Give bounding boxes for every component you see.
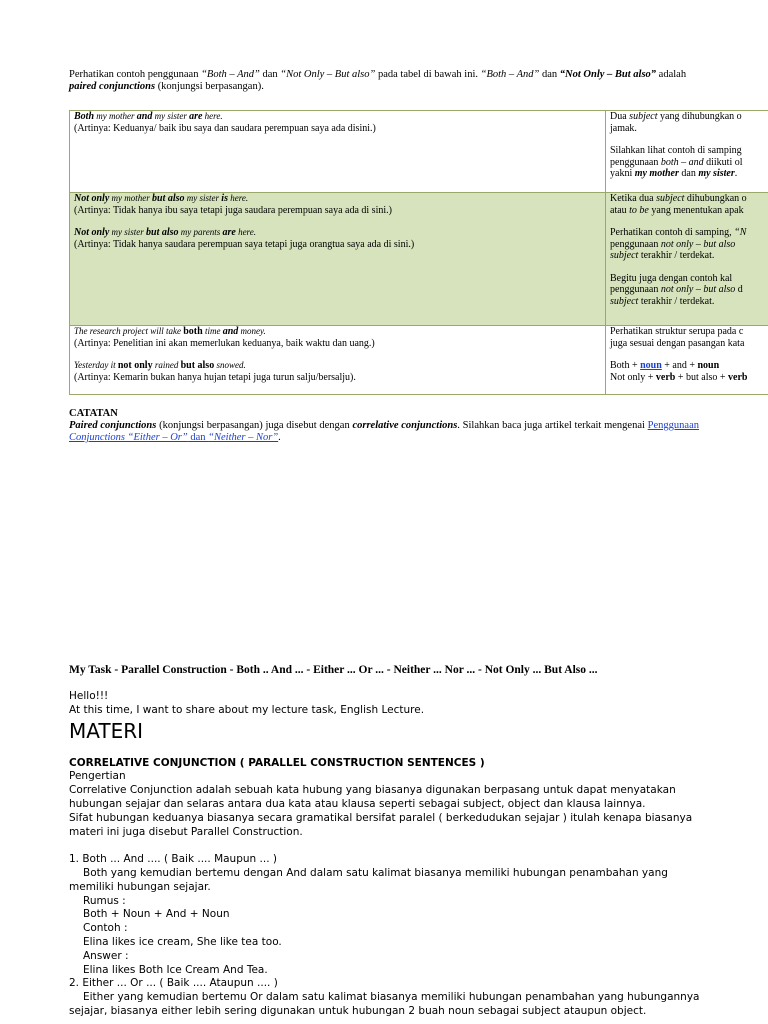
translation: (Artinya: Tidak hanya saudara perempuan saya tetapi juga orangtua saya ada di sini.): [74, 238, 415, 250]
list-item-text: Either yang kemudian bertemu Or dalam satu kalimat biasanya memiliki hubungan penambahan yang hubungannya: [83, 991, 700, 1004]
pengertian-label: Pengertian: [69, 770, 126, 783]
translation: (Artinya: Kemarin bukan hanya hujan tetapi juga turun salju/bersalju).: [74, 371, 356, 383]
table-row: [70, 326, 768, 395]
example-table: [69, 110, 768, 395]
formula-both-and: Both + noun + and + noun: [610, 360, 720, 371]
intro-paragraph: Perhatikan contoh penggunaan “Both – And” dan “Not Only – But also” pada tabel di bawah ini. “Both – And” dan “Not Only – But also” adalah paired conjunctions (konjungsi berpasangan).: [69, 69, 687, 92]
definition-line: materi ini juga disebut Parallel Construction.: [69, 825, 303, 838]
noun-link[interactable]: noun: [640, 360, 662, 371]
materi-heading: MATERI: [69, 718, 144, 743]
related-article-link[interactable]: Penggunaan Conjunctions “Either – Or” dan “Neither – Nor”: [69, 420, 699, 443]
catatan-note: [69, 408, 699, 444]
list-item-text: sejajar, biasanya either lebih sering digunakan untuk hubungan 2 buah noun sebagai subject ataupun object.: [69, 1004, 647, 1017]
section-heading: CORRELATIVE CONJUNCTION ( PARALLEL CONSTRUCTION SENTENCES ): [69, 756, 485, 769]
blog-post: [69, 690, 759, 1019]
example-sentence: Not only my mother but also my sister is here.: [74, 193, 249, 204]
formula-not-only: Not only + verb + but also + verb: [610, 371, 748, 383]
answer-label: Answer :: [83, 949, 129, 962]
list-item-text: memiliki hubungan sejajar.: [69, 880, 211, 893]
example-cell: [70, 111, 606, 193]
list-item: 2. Either ... Or ... ( Baik .... Ataupun .... ): [69, 977, 278, 990]
task-title: My Task - Parallel Construction - Both .. And ... - Either ... Or ... - Neither ... Nor ... - Not Only ... But Also ...: [69, 664, 598, 676]
example-cell: [70, 193, 606, 326]
list-item: 1. Both ... And .... ( Baik .... Maupun ... ): [69, 853, 277, 866]
example-sentence: Not only my sister but also my parents are here.: [74, 227, 256, 238]
contoh-value: Elina likes ice cream, She like tea too.: [83, 935, 282, 948]
example-cell: [70, 326, 606, 395]
explanation-cell: Dua subject yang dihubungkan o jamak. Silahkan lihat contoh di samping penggunaan both – and diikuti ol yakni my mother dan my sister.: [606, 111, 768, 193]
explanation-cell: Ketika dua subject dihubungkan o atau to be yang menentukan apak Perhatikan contoh di samping, “N penggunaan not only – but also subject terakhir / terdekat. Begitu juga dengan contoh kal penggunaan not only – but also d subject terakhir / terdekat.: [606, 193, 768, 326]
catatan-heading: CATATAN: [69, 408, 118, 419]
list-item-text: Both yang kemudian bertemu dengan And dalam satu kalimat biasanya memiliki hubungan penambahan yang: [83, 866, 668, 879]
explanation-cell: Perhatikan struktur serupa pada c juga sesuai dengan pasangan kata Both + noun + and + noun Not only + verb + but also + verb: [606, 326, 768, 395]
rumus-value: Both + Noun + And + Noun: [83, 908, 230, 921]
greeting: Hello!!!: [69, 690, 109, 702]
example-sentence: The research project will take both time and money.: [74, 326, 266, 337]
answer-value: Elina likes Both Ice Cream And Tea.: [83, 963, 268, 976]
translation: (Artinya: Tidak hanya ibu saya tetapi juga saudara perempuan saya ada di sini.): [74, 204, 392, 216]
definition-line: hubungan sejajar dan selaras antara dua kata atau klausa seperti sebagai subject, object dan klausa lainnya.: [69, 797, 646, 810]
table-row: [70, 193, 768, 326]
example-sentence: Both my mother and my sister are here.: [74, 111, 223, 122]
intro-line: At this time, I want to share about my lecture task, English Lecture.: [69, 703, 425, 716]
contoh-label: Contoh :: [83, 922, 128, 935]
translation: (Artinya: Penelitian ini akan memerlukan keduanya, baik waktu dan uang.): [74, 337, 375, 349]
definition-line: Sifat hubungan keduanya biasanya secara gramatikal bersifat paralel ( berkedudukan sejajar ) itulah kenapa biasanya: [69, 811, 693, 824]
rumus-label: Rumus :: [83, 894, 126, 907]
definition-line: Correlative Conjunction adalah sebuah kata hubung yang biasanya digunakan berpasang untuk dapat menyatakan: [69, 784, 676, 797]
table-row: [70, 111, 768, 193]
example-sentence: Yesterday it not only rained but also snowed.: [74, 360, 246, 371]
translation: (Artinya: Keduanya/ baik ibu saya dan saudara perempuan saya ada disini.): [74, 122, 376, 134]
catatan-body: Paired conjunctions (konjungsi berpasangan) juga disebut dengan correlative conjunctions. Silahkan baca juga artikel terkait mengenai Penggunaan Conjunctions “Either – Or” dan “Neither – Nor”.: [69, 420, 699, 443]
